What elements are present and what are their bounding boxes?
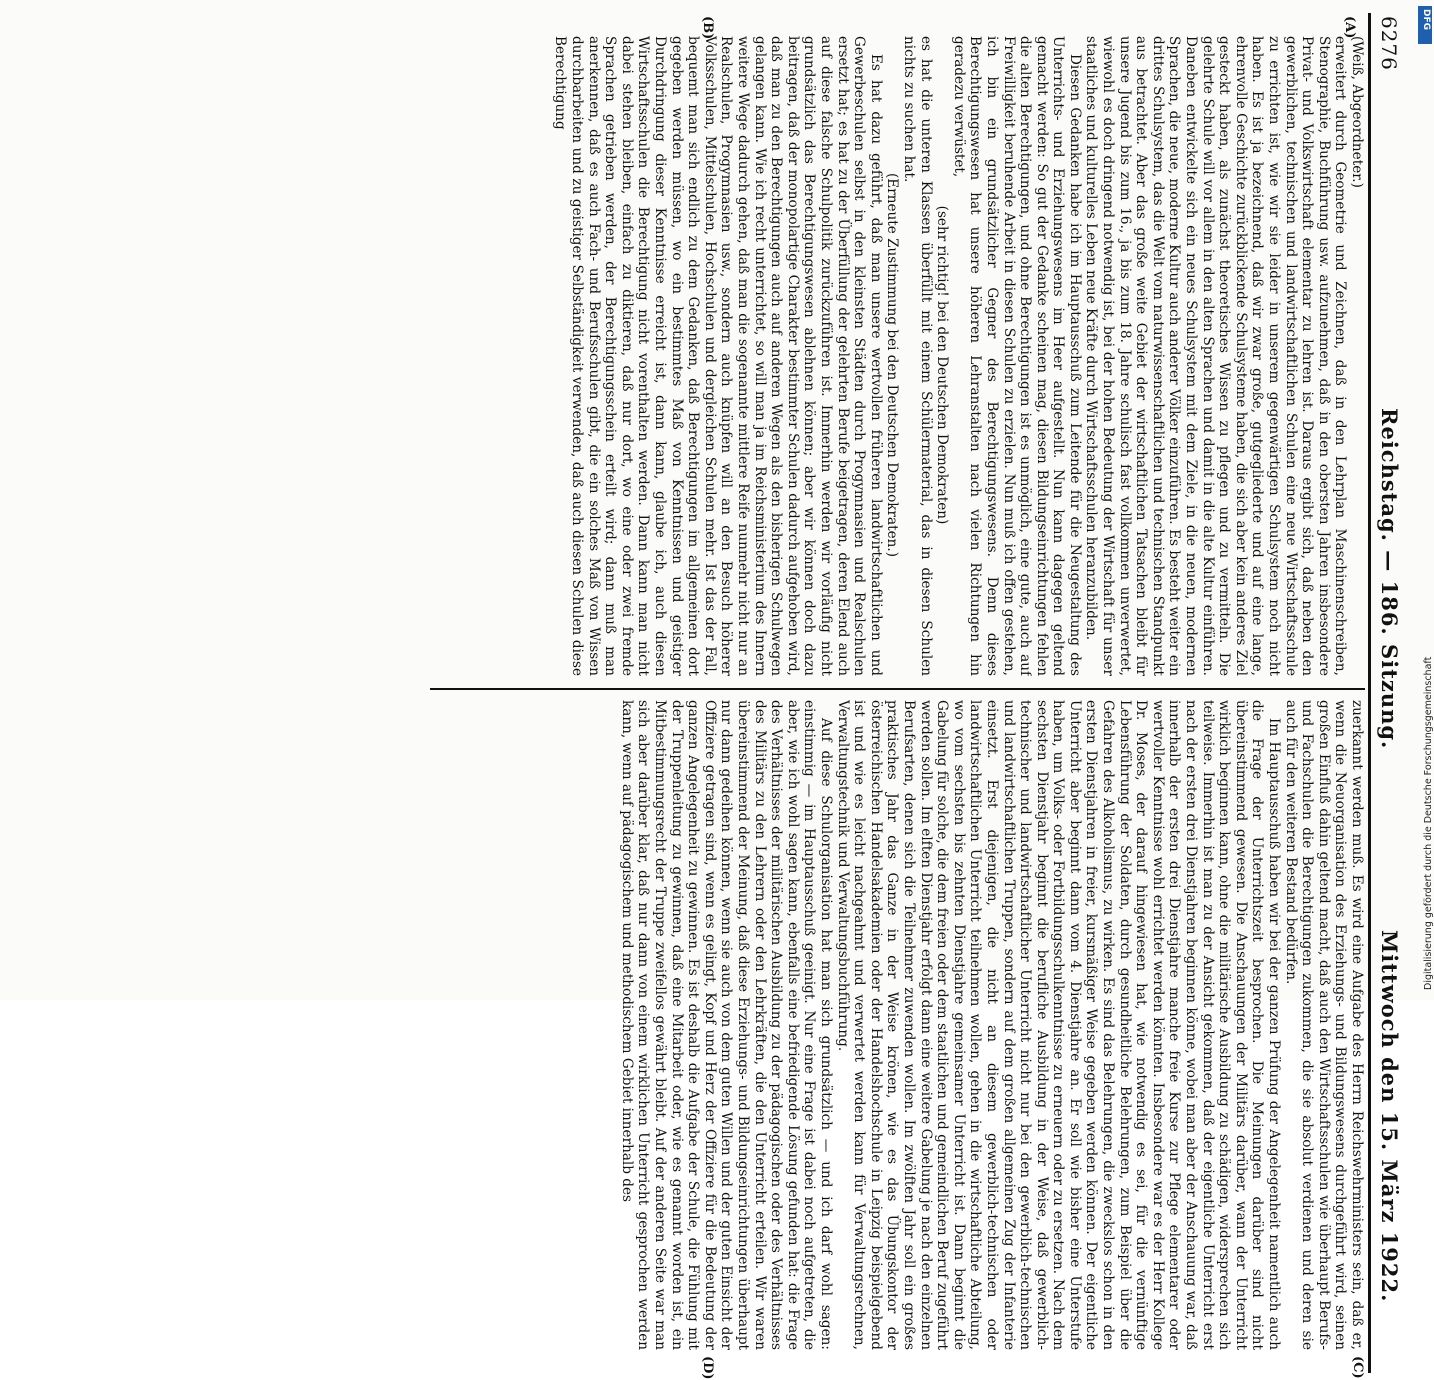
paragraph: Auf diese Schulorganisation hat man sich grundsätzlich — und ich darf wohl sagen: einstimmig — im Hauptausschuß geeinigt. Nur eine Frage ist dabei noch aufgetreten, die aber, wie ich wohl sagen kann, ebenfalls eine befriedigende Lösung gefunden hat: die Frage des Verhältnisses der militärischen Ausbildung zu der pädagogischen oder des Verhältnisses des Militärs zu den Lehrern oder den Lehrkräften, die den Unterricht erteilen. Wir waren übereinstimmend der Meinung, daß diese Erziehungs- und Bildungseinrichtungen überhaupt nur dann gedeihen können, wenn sie auch von dem guten Willen und der guten Einsicht der Offiziere getragen sind, wenn es gelingt, Kopf und Herz der Offiziere für die Bedeutung der ganzen Angelegenheit zu gewinnen. Es ist deshalb die Aufgabe der Schule, die Fühlung mit der Truppenleitung zu gewinnen, daß eine Mitarbeit oder, wie es genannt worden ist, ein Mitbestimmungsrecht der Truppe zweifellos gewährt bleibt. Auf der anderen Seite war man sich aber darüber klar, daß nur dann von einem wirklichen Unterricht gesprochen werden kann, wenn auf pädagogischem und methodischem Gebiet innerhalb des: [618, 700, 834, 1350]
paragraph: es hat die unteren Klassen überfüllt mit einem Schülermaterial, das in diesen Schulen nichts zu suchen hat.: [900, 36, 934, 676]
left-text-column: [430, 36, 1365, 676]
header-rule: [1368, 13, 1371, 1373]
paragraph: Diesen Gedanken habe ich im Hauptausschuß zum Leitende für die Neugestaltung des Unterrichts- und Erziehungswesens im Heer aufgestellt. Nun kann dagegen geltend gemacht werden: So gut der Gedanke scheinen mag, diesen Bildungseinrichtungen fehlen die alten Berechtigungen, und ohne Berechtigungen ist es unmöglich, eine gute, auch auf Freiwilligkeit beruhende Arbeit in diesen Schulen zu erzielen. Nun muß ich offen gestehen, ich bin ein grundsätzlicher Gegner des Berechtigungswesens. Denn dieses Berechtigungswesen hat unsere höheren Lehranstalten nach vielen Richtungen hin geradezu verwüstet,: [950, 36, 1083, 676]
digitization-credit: Digitalisierung gefördert durch die Deutsche Forschungsgemeinschaft: [1423, 656, 1434, 990]
page-number: 6276: [1377, 16, 1401, 71]
margin-marker-c: (C): [1350, 1356, 1365, 1379]
paragraph: zuerkannt werden muß. Es wird eine Aufgabe des Herrn Reichswehrministers sein, daß er, wenn die Neuorganisation des Erziehungs- und Bildungswesens durchgeführt wird, seinen großen Einfluß dahin geltend macht, daß auch den Wirtschaftsschulen wie überhaupt Berufs- und Fachschulen die Berechtigungen zukommen, die sie absolut verdienen und deren sie auch für den weiteren Bestand bedürfen.: [1282, 700, 1365, 1350]
header-title-left: Reichstag. — 186. Sitzung.: [1377, 408, 1402, 750]
paragraph: erweitert durch Geometrie und Zeichnen, daß in den Lehrplan Maschinenschreiben, Stenographie, Buchführung usw. aufzunehmen, daß in den obersten Jahren insbesondere Privat- und Volkswirtschaft elementar zu lehren ist. Daraus ergibt sich, daß neben den gewerblichen, technischen und landwirtschaftlichen Schulen eine neue Wirtschaftsschule zu errichten ist, wie wir sie leider in unserem gegenwärtigen Schulsystem noch nicht haben. Es ist ja bezeichnend, daß wir zwar große, gutgegliederte und auf eine lange, ehrenvolle Geschichte zurückblickende Schulsysteme haben, die sich aber kein anderes Ziel gesteckt haben, als zunächst theoretisches Wissen zu pflegen und zu vermitteln. Die gelehrte Schule will vor allem in den alten Sprachen und damit in die alte Kultur einführen. Daneben entwickelte sich ein neues Schulsystem mit dem Ziele, in die neuen, modernen Sprachen, die neue, moderne Kultur auch anderer Völker einzuführen. Es besteht weiter ein drittes Schulsystem, das die Welt vom naturwissenschaftlichen und technischen Standpunkt aus betrachtet. Aber das große weite Gebiet der wirtschaftlichen Tatsachen bleibt für unsere Jugend bis zum 16., ja bis zum 18. Jahre schulisch fast vollkommen unverwertet, wiewohl es doch dringend notwendig ist, bei der hohen Bedeutung der Wirtschaft für unser staatliches und kulturelles Leben neue Kräfte durch Wirtschaftsschulen heranzubilden.: [1083, 36, 1349, 676]
interjection: (sehr richtig! bei den Deutschen Demokraten): [934, 205, 951, 525]
header-title-right: Mittwoch den 15. März 1922.: [1377, 930, 1402, 1303]
speaker-label: (Weiß, Abgeordneter.): [1349, 36, 1365, 188]
interjection: (Erneute Zustimmung bei den Deutschen Demokraten.): [884, 172, 901, 558]
rotated-page: [35, 8, 1405, 1380]
margin-marker-a: (A): [1342, 16, 1357, 39]
margin-marker-b: (B): [700, 16, 715, 40]
column-divider: [430, 688, 1365, 690]
right-text-column: [430, 700, 1365, 1350]
dfg-logo: DFG: [1418, 6, 1432, 44]
paragraph: Es hat dazu geführt, daß man unsere wertvollen früheren landwirtschaftlichen und Gewerbeschulen selbst in den kleinsten Städten durch Progymnasien und Realschulen ersetzt hat; es hat zu der Überfüllung der gelehrten Berufe beigetragen, deren Elend auch auf diese falsche Schulpolitik zurückzuführen ist. Immerhin werden wir vorläufig nicht grundsätzlich das Berechtigungswesen ablehnen können; aber wir können doch dazu beitragen, daß der monopolartige Charakter bestimmter Schulen dadurch aufgehoben wird, daß man zu den Berechtigungen auch auf anderen Wegen als den bisherigen Schulwegen gelangen kann. Wie ich recht unterrichtet, so will man ja im Reichsministerium des Innern weitere Wege dadurch gehen, daß man die sogenannte mittlere Reife nunmehr nicht nur an Realschulen, Progymnasien usw., sondern auch knüpfen will an den Besuch höherer Volksschulen, Mittelschulen, Hochschulen und dergleichen Schulen mehr. Ist das der Fall, bequemt man sich endlich zu dem Gedanken, daß Berechtigungen im allgemeinen dort gegeben werden müssen, wo ein bestimmtes Maß von Kenntnissen und geistiger Durchdringung dieser Kenntnisse erreicht ist, dann kann, glaube ich, auch diesen Wirtschaftsschulen die Berechtigung nicht vorenthalten werden. Dann kann man nicht dabei stehen bleiben, einfach zu diktieren, daß nur dort, wo eine oder zwei fremde Sprachen getrieben werden, der Berechtigungsschein erteilt wird; dann muß man anerkennen, daß es auch Fach- und Berufsschulen gibt, die ein solches Maß von Wissen durchbarbeiten und zu geistiger Selbständigkeit verwenden, daß auch diesen Schulen diese Berechtigung: [552, 36, 884, 676]
paragraph: Im Hauptausschuß haben wir bei der ganzen Prüfung der Angelegenheit namentlich auch die Frage der Unterrichtszeit besprochen. Die Meinungen darüber sind nicht übereinstimmend gewesen. Die Anschauungen der Militärs darüber, wann der Unterricht wirklich beginnen kann, ohne die militärische Ausbildung zu schädigen, widersprechen sich teilweise. Immerhin ist man zu der Ansicht gekommen, daß der eigentliche Unterricht erst nach der ersten drei Dienstjahren beginnen könne, wobei man aber der Anschauung war, daß innerhalb der ersten drei Dienstjahre manche freie Kurse zur Pflege elementarer oder wertvoller Kenntnisse wohl errichtet werden könnten. Insbesondere war es der Herr Kollege Dr. Moses, der darauf hingewiesen hat, wie notwendig es sei, für die vernünftige Lebensführung der Soldaten, durch gesundheitliche Belehrungen, zum Beispiel über die Gefahren des Alkoholismus, zu wirken. Es sind das Belehrungen, die zweckslos schon in den ersten Dienstjahren in freier, kursmäßiger Weise gegeben werden können. Der eigentliche Unterricht aber beginnt dann vom 4. Dienstjahre an. Er soll wie bisher eine Unterstufe haben, um Volks- oder Fortbildungsschulkenntnisse zu erneuern oder zu ersetzen. Nach dem sechsten Dienstjahr beginnt die berufliche Ausbildung in der Weise, daß gewerblich-technischer und landwirtschaftlicher Unterricht nicht nur bei den gewerblich-technischen und landwirtschaftlichen Truppen, sondern auf dem großen allgemeinen Zug der Infanterie einsetzt. Erst diejenigen, die nicht an diesem gewerblich-technischen oder landwirtschaftlichen Unterricht teilnehmen wollen, gehen in die wirtschaftliche Abteilung, wo vom sechsten bis zehnten Dienstjahre gemeinsamer Unterricht ist. Dann beginnt die Gabelung für solche, die dem freien oder dem staatlichen und gemeindlichen Beruf zugeführt werden sollen. Im elften Dienstjahr erfolgt dann eine weitere Gabelung je nach den einzelnen Berufsarten, denen sich die Teilnehmer zuwenden wollen. Im zwölften Jahr soll ein großes praktisches Jahr das Ganze in der Weise krönen, wie es das Übungskontor der österreichischen Handelsakademien oder der Handelshochschule in Leipzig beispielgebend ist und wie es leicht nachgeahmt und verwertet werden kann für Verwaltungsrechnen, Verwaltungstechnik und Verwaltungsbuchführung.: [834, 700, 1283, 1350]
margin-marker-d: (D): [700, 1356, 715, 1380]
